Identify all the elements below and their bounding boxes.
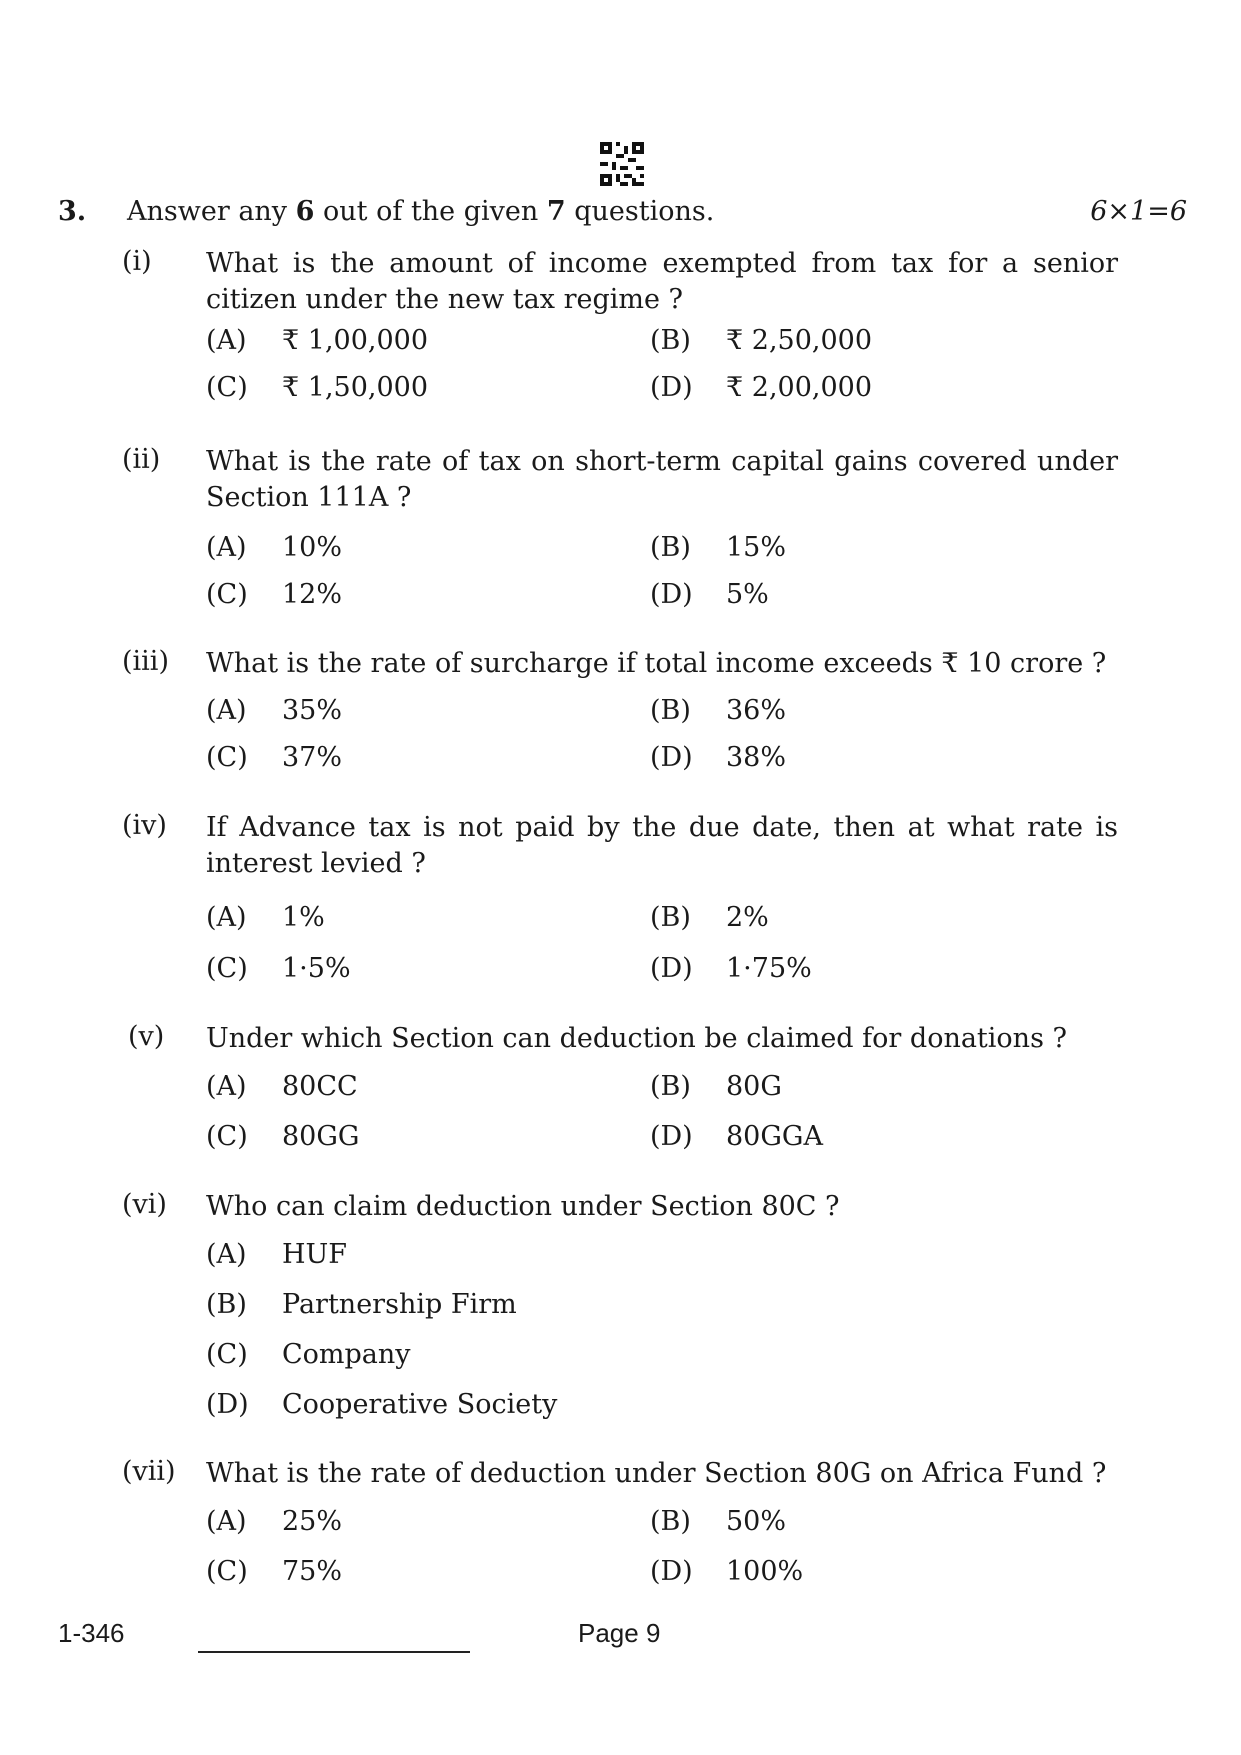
option-a: (A) 10% bbox=[206, 532, 343, 563]
subquestion-label: (v) bbox=[128, 1021, 165, 1052]
option-a: (A) HUF bbox=[206, 1239, 348, 1270]
option-d: (D) 1·75% bbox=[650, 953, 812, 984]
page-number: Page 9 bbox=[578, 1618, 661, 1648]
option-d: (D) 5% bbox=[650, 579, 769, 610]
option-c: (C) 75% bbox=[206, 1556, 343, 1587]
question-stem: Under which Section can deduction be claimed for donations ? bbox=[206, 1023, 1067, 1054]
subquestion-label: (i) bbox=[122, 246, 152, 277]
option-a: (A) 1% bbox=[206, 902, 325, 933]
option-a: (A) 25% bbox=[206, 1506, 343, 1537]
subquestion-label: (iv) bbox=[122, 810, 167, 841]
subquestion-label: (vii) bbox=[122, 1456, 176, 1487]
option-c: (C) 80GG bbox=[206, 1121, 360, 1152]
subquestion-label: (ii) bbox=[122, 444, 161, 475]
marks-allocation: 6×1=6 bbox=[1090, 196, 1187, 227]
option-b: (B) 15% bbox=[650, 532, 787, 563]
question-instruction: Answer any 6 out of the given 7 questions. bbox=[127, 196, 715, 227]
qr-code bbox=[600, 142, 644, 186]
option-c: (C) Company bbox=[206, 1339, 411, 1370]
option-b: (B) 36% bbox=[650, 695, 787, 726]
option-a: (A) 35% bbox=[206, 695, 343, 726]
option-c: (C) 37% bbox=[206, 742, 343, 773]
subquestion-label: (iii) bbox=[122, 646, 169, 677]
option-c: (C) 12% bbox=[206, 579, 343, 610]
question-stem: What is the rate of tax on short-term capital gains covered under Section 111A ? bbox=[206, 446, 1118, 513]
option-d: (D) 80GGA bbox=[650, 1121, 823, 1152]
footer-divider bbox=[198, 1651, 470, 1653]
option-d: (D) 100% bbox=[650, 1556, 804, 1587]
question-stem: What is the rate of deduction under Section 80G on Africa Fund ? bbox=[206, 1458, 1107, 1489]
paper-code: 1-346 bbox=[58, 1618, 125, 1648]
question-stem: If Advance tax is not paid by the due date, then at what rate is interest levied ? bbox=[206, 812, 1118, 879]
option-d: (D) ₹ 2,00,000 bbox=[650, 372, 872, 403]
subquestion-label: (vi) bbox=[122, 1189, 167, 1220]
question-stem: Who can claim deduction under Section 80C ? bbox=[206, 1191, 840, 1222]
option-a: (A) ₹ 1,00,000 bbox=[206, 325, 428, 356]
option-c: (C) 1·5% bbox=[206, 953, 351, 984]
option-b: (B) 50% bbox=[650, 1506, 787, 1537]
question-stem: What is the rate of surcharge if total income exceeds ₹ 10 crore ? bbox=[206, 648, 1107, 679]
option-d: (D) 38% bbox=[650, 742, 787, 773]
question-number: 3. bbox=[58, 196, 87, 227]
option-b: (B) Partnership Firm bbox=[206, 1289, 517, 1320]
option-c: (C) ₹ 1,50,000 bbox=[206, 372, 428, 403]
option-b: (B) 80G bbox=[650, 1071, 782, 1102]
option-b: (B) 2% bbox=[650, 902, 769, 933]
question-stem: What is the amount of income exempted from tax for a senior citizen under the new tax regime ? bbox=[206, 248, 1118, 315]
option-d: (D) Cooperative Society bbox=[206, 1389, 558, 1420]
option-a: (A) 80CC bbox=[206, 1071, 358, 1102]
option-b: (B) ₹ 2,50,000 bbox=[650, 325, 872, 356]
